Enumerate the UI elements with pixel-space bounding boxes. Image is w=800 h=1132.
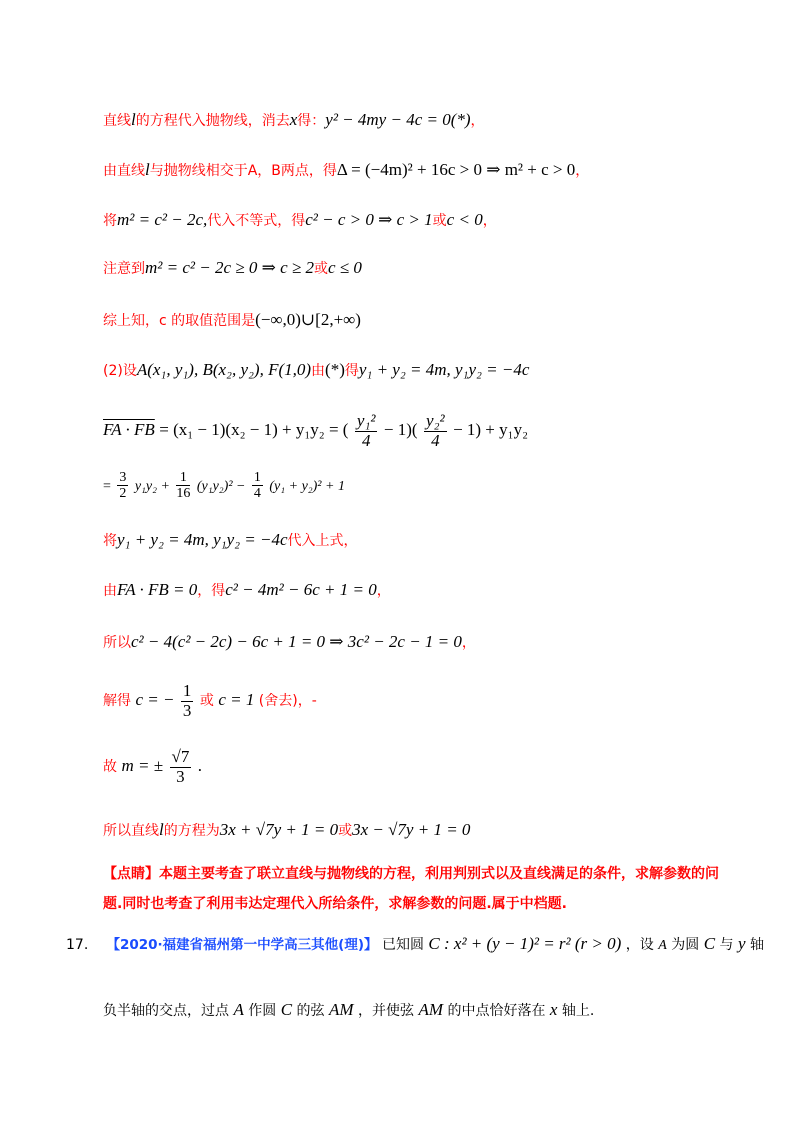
circle-equation: C : x² + (y − 1)² = r² (r > 0) — [428, 934, 622, 953]
math-segment: FA · FB = 0 — [117, 580, 198, 599]
math-segment: 3x + √7y + 1 = 0 — [219, 820, 339, 839]
fraction: $\frac{\text{y₂²}}{4}$ — [426, 411, 445, 450]
point-label: A — [658, 938, 667, 953]
comment-text: 本题主要考查了联立直线与抛物线的方程，利用判别式以及直线满足的条件，求解参数的问 — [159, 866, 719, 882]
chord-label: AM — [418, 1000, 443, 1019]
expanded-expression-line — [103, 470, 345, 502]
expression-part: . — [197, 756, 203, 776]
math-segment: Δ = (−4m)² + 16c > 0 ⇒ m² + c > 0 — [336, 160, 576, 179]
problem-text: 为圆 — [671, 937, 700, 953]
fraction: $\frac{1}{4}$ — [253, 470, 261, 502]
fraction: $\frac{1}{3}$ — [182, 681, 192, 720]
text-segment: 与抛物线相交于 — [149, 163, 248, 179]
problem-17-line-1 — [66, 933, 764, 954]
expression-part: m = ± — [121, 756, 164, 776]
solution-line — [103, 110, 485, 130]
math-segment: m² = c² − 2c, — [117, 210, 208, 229]
text-segment: 直线 — [103, 113, 131, 129]
expression-part: = (x₁ − 1)(x₂ − 1) + y₁y₂ = ( — [159, 420, 349, 440]
text-segment: 注意到 — [103, 261, 145, 277]
comment-block-2 — [103, 893, 567, 913]
text-segment: 由 — [103, 583, 117, 599]
m-value-line — [103, 748, 202, 786]
text-segment: 综上知，c 的取值范围是 — [103, 313, 256, 329]
circle-label: C — [280, 1000, 293, 1019]
solution-line — [103, 310, 361, 330]
solution-line — [103, 210, 497, 230]
point-label: A — [233, 1000, 244, 1019]
math-segment: c² − 4m² − 6c + 1 = 0 — [225, 580, 377, 599]
text-segment: A，B — [247, 163, 281, 179]
label: 或 — [199, 693, 214, 710]
text-segment: 由 — [311, 363, 326, 379]
text-segment: 代入不等式，得 — [207, 213, 306, 229]
problem-text: ，设 — [625, 937, 654, 953]
text-segment: 由直线 — [103, 163, 145, 179]
problem-text: 作圆 — [248, 1003, 277, 1019]
text-segment: 将 — [103, 213, 117, 229]
dot-product-line — [103, 412, 528, 450]
label: (舍去)，- — [258, 693, 317, 710]
circle-label: C — [703, 934, 716, 953]
math-segment: A(x₁, y₁), B(x₂, y₂), F(1,0) — [136, 360, 312, 379]
text-segment: 或 — [313, 261, 328, 277]
solution-line — [103, 360, 529, 380]
chord-label: AM — [329, 1000, 354, 1019]
comment-text: 题.同时也考查了利用韦达定理代入所给条件，求解参数的问题.属于中档题. — [103, 896, 567, 912]
solve-line — [103, 682, 317, 720]
solution-line — [103, 530, 358, 550]
math-segment: (−∞,0)∪[2,+∞) — [255, 310, 361, 329]
problem-text: 的弦 — [296, 1003, 325, 1019]
comment-label: 【点睛】 — [103, 866, 159, 882]
math-segment: y₁ + y₂ = 4m, y₁y₂ = −4c — [117, 530, 288, 549]
comment-block — [103, 863, 719, 883]
math-segment: x — [289, 110, 298, 129]
fraction: $\frac{1}{16}$ — [176, 470, 191, 502]
expression-part: c = 1 — [218, 690, 255, 710]
expression-part: y₁y₂ + — [134, 478, 170, 494]
solution-line — [103, 160, 589, 180]
text-segment: 或 — [338, 823, 353, 839]
problem-text: 已知圆 — [381, 937, 424, 953]
problem-number: 17. — [66, 937, 89, 953]
problem-text: 轴 — [749, 937, 764, 953]
fraction: $\frac{3}{2}$ — [119, 470, 127, 502]
expression-part: (y₁ + y₂)² + 1 — [269, 478, 345, 494]
label: 故 — [103, 759, 117, 776]
text-segment: 得 — [344, 363, 359, 379]
text-segment: 将 — [103, 533, 117, 549]
math-segment: y₁ + y₂ = 4m, y₁y₂ = −4c — [358, 360, 530, 379]
math-segment: l — [159, 820, 164, 839]
axis-label: x — [549, 1000, 558, 1019]
text-segment: (2)设 — [103, 363, 137, 379]
problem-text: 的中点恰好落在 — [447, 1003, 546, 1019]
math-segment: c < 0 — [446, 210, 483, 229]
math-segment: m² = c² − 2c ≥ 0 ⇒ c ≥ 2 — [145, 258, 314, 277]
text-segment: 的方程为 — [163, 823, 220, 839]
math-segment: c ≤ 0 — [327, 258, 362, 277]
solution-line — [103, 820, 470, 840]
problem-17-line-2 — [103, 1000, 594, 1020]
text-segment: ， — [470, 113, 485, 129]
math-segment: l — [131, 110, 136, 129]
math-segment: c² − c > 0 ⇒ c > 1 — [305, 210, 433, 229]
text-segment: 所以 — [103, 635, 131, 651]
expression-part: (y₁y₂)² − — [196, 478, 246, 494]
solution-line — [103, 258, 362, 278]
problem-text: ，并使弦 — [358, 1003, 414, 1019]
text-segment: ， — [482, 213, 497, 229]
math-segment: c² − 4(c² − 2c) − 6c + 1 = 0 ⇒ 3c² − 2c − 1 = 0 — [131, 632, 462, 651]
math-segment: y² − 4my − 4c = 0(*) — [325, 110, 471, 129]
text-segment: 的方程代入抛物线，消去 — [135, 113, 290, 129]
text-segment: ， — [376, 583, 391, 599]
expression-part: − 1)( — [383, 420, 418, 440]
axis-label: y — [737, 934, 746, 953]
text-segment: 所以直线 — [103, 823, 159, 839]
label: 解得 — [103, 693, 131, 710]
solution-line — [103, 632, 476, 652]
problem-text: 轴上. — [561, 1003, 595, 1019]
text-segment: ， — [461, 635, 476, 651]
text-segment: 或 — [432, 213, 447, 229]
solution-line — [103, 580, 391, 600]
problem-text: 负半轴的交点，过点 — [103, 1003, 229, 1019]
text-segment: 两点，得 — [280, 163, 337, 179]
vector-expression: FA · FB — [103, 420, 155, 440]
fraction: $\frac{√7}{3}$ — [171, 747, 190, 786]
problem-text: 与 — [719, 937, 734, 953]
text-segment: ， — [575, 163, 590, 179]
expression-part: − 1) + y₁y₂ — [453, 420, 529, 440]
text-segment: 得： — [297, 113, 326, 129]
math-segment: l — [145, 160, 150, 179]
expression-part: c = − — [135, 690, 175, 710]
text-segment: ，得 — [197, 583, 226, 599]
fraction: $\frac{\text{y₁²}}{4}$ — [356, 411, 376, 450]
problem-source: 【2020·福建省福州第一中学高三其他(理)】 — [106, 937, 378, 953]
text-segment: 代入上式， — [287, 533, 358, 549]
equals-sign: = — [103, 478, 111, 494]
math-segment: (*) — [325, 360, 345, 379]
math-segment: 3x − √7y + 1 = 0 — [352, 820, 471, 839]
